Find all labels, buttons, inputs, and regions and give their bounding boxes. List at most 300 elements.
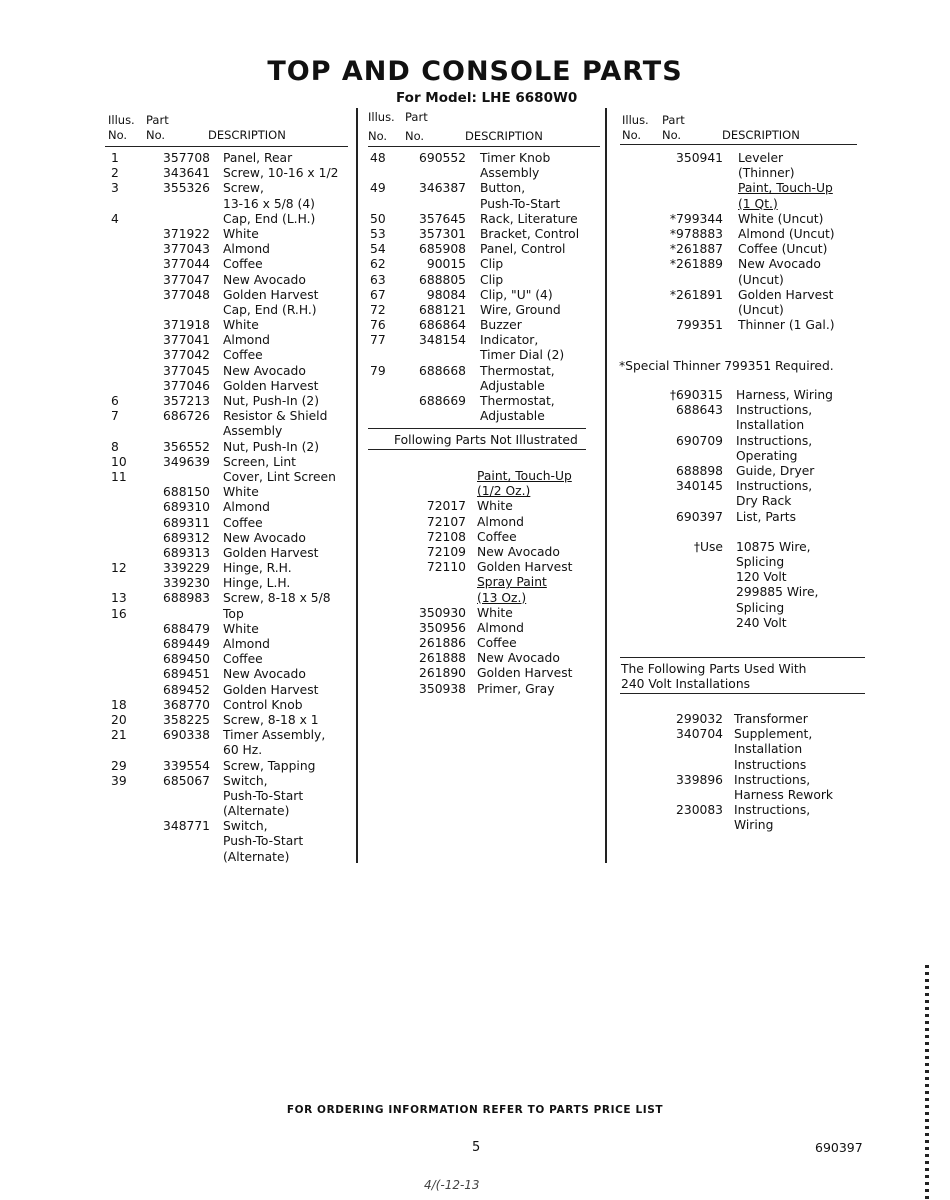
parts-list-column-3b	[620, 388, 860, 631]
parts-row	[368, 318, 603, 333]
illus-number: 18	[111, 697, 127, 712]
parts-row	[108, 303, 353, 318]
parts-row	[368, 560, 603, 575]
parts-row	[620, 601, 860, 616]
part-description: Thinner (1 Gal.)	[738, 318, 835, 333]
parts-row	[620, 712, 860, 727]
part-number: 689313	[163, 545, 210, 560]
part-description: Screw, 8-18 x 5/8	[223, 591, 331, 606]
part-number: 72110	[426, 560, 466, 575]
parts-row	[108, 424, 353, 439]
illus-number: 63	[370, 272, 386, 287]
part-description: New Avocado	[223, 272, 306, 287]
part-number: 339554	[163, 758, 210, 773]
header-rule	[368, 146, 600, 147]
part-description: Assembly	[223, 424, 283, 439]
header-description: DESCRIPTION	[208, 128, 286, 142]
part-number: 690552	[419, 151, 466, 165]
part-description: New Avocado	[223, 667, 306, 682]
parts-row	[620, 464, 860, 479]
parts-row	[620, 742, 860, 757]
illus-number: 72	[370, 302, 386, 317]
part-number: *261887	[669, 242, 723, 257]
illus-number: 77	[370, 333, 386, 348]
parts-row	[108, 637, 353, 652]
part-number: 377046	[163, 378, 210, 393]
part-description: Primer, Gray	[477, 681, 555, 696]
part-number: 689312	[163, 530, 210, 545]
parts-row	[368, 621, 603, 636]
document-number: 690397	[815, 1140, 863, 1155]
part-number: 368770	[163, 697, 210, 712]
part-description: (Alternate)	[223, 804, 290, 819]
parts-row	[620, 166, 860, 181]
part-description: (Alternate)	[223, 849, 290, 864]
part-description: 299885 Wire,	[736, 585, 819, 600]
part-number: *799344	[669, 211, 723, 226]
part-description: Adjustable	[480, 378, 545, 393]
handwritten-note: 4/(-12-13	[424, 1178, 480, 1192]
parts-row	[108, 531, 353, 546]
part-description: Resistor & Shield	[223, 409, 328, 424]
parts-row	[620, 479, 860, 494]
part-description: (Thinner)	[738, 166, 795, 181]
parts-row	[108, 257, 353, 272]
part-description: Coffee	[223, 348, 263, 363]
illus-number: 21	[111, 728, 127, 743]
parts-row	[620, 418, 860, 433]
illus-number: 67	[370, 287, 386, 302]
part-description: Guide, Dryer	[736, 463, 815, 478]
header-no: No.	[108, 128, 128, 142]
part-description: White	[223, 485, 259, 500]
parts-list-column-2	[368, 151, 603, 424]
parts-row	[620, 257, 860, 272]
illus-number: 50	[370, 211, 386, 226]
part-description: Spray Paint	[477, 575, 547, 590]
illus-number: 29	[111, 758, 127, 773]
part-number: 690397	[676, 509, 723, 524]
part-description: Thermostat,	[480, 394, 555, 408]
parts-row	[620, 151, 860, 166]
parts-row	[620, 227, 860, 242]
parts-row	[108, 667, 353, 682]
part-number: 230083	[676, 803, 723, 818]
part-description: Push-To-Start	[223, 788, 304, 803]
parts-row	[108, 485, 353, 500]
parts-row	[368, 227, 603, 242]
part-description: White (Uncut)	[738, 211, 824, 226]
part-number: 357213	[163, 394, 210, 408]
part-description: Golden Harvest	[223, 378, 319, 393]
part-description: Rack, Literature	[480, 211, 578, 226]
part-description: (Uncut)	[738, 302, 784, 317]
part-description: Button,	[480, 181, 526, 196]
parts-row	[368, 484, 603, 499]
part-description: Hinge, R.H.	[223, 561, 292, 576]
part-description: Golden Harvest	[477, 666, 573, 681]
parts-row	[108, 181, 353, 196]
part-number: †690315	[669, 388, 723, 402]
parts-row	[368, 530, 603, 545]
parts-row	[108, 212, 353, 227]
part-description: (1/2 Oz.)	[477, 484, 531, 499]
parts-row	[108, 227, 353, 242]
parts-row	[108, 743, 353, 758]
part-description: Screw, 8-18 x 1	[223, 712, 319, 727]
part-description: Harness, Wiring	[736, 388, 833, 402]
parts-row	[108, 394, 353, 409]
part-number: *261889	[669, 257, 723, 272]
header-no: No.	[368, 129, 388, 143]
part-number: 348771	[163, 819, 210, 834]
parts-row	[108, 576, 353, 591]
illus-number: 10	[111, 454, 127, 469]
parts-row	[368, 166, 603, 181]
part-description: Supplement,	[734, 727, 813, 742]
part-number: 688668	[419, 363, 466, 378]
part-number: 688898	[676, 463, 723, 478]
part-description: White	[223, 621, 259, 636]
part-description: Cover, Lint Screen	[223, 469, 336, 484]
part-number: 377045	[163, 363, 210, 378]
part-description: Golden Harvest	[223, 287, 319, 302]
part-number: 377041	[163, 333, 210, 348]
parts-row	[368, 303, 603, 318]
part-description: Nut, Push-In (2)	[223, 394, 320, 408]
part-number: 72108	[426, 529, 466, 544]
column-divider	[356, 108, 358, 863]
part-description: Coffee	[223, 515, 263, 530]
parts-row	[620, 273, 860, 288]
parts-row	[620, 318, 860, 333]
header-illus: Illus.	[622, 113, 649, 127]
part-number: 685067	[163, 773, 210, 788]
part-description: Screw, 10-16 x 1/2	[223, 166, 339, 181]
part-description: Switch,	[223, 819, 268, 834]
header-description: DESCRIPTION	[722, 128, 800, 142]
parts-row	[620, 758, 860, 773]
part-description: Dry Rack	[736, 494, 792, 509]
parts-row	[368, 212, 603, 227]
parts-row	[108, 713, 353, 728]
part-number: 689311	[163, 515, 210, 530]
parts-row	[108, 850, 353, 865]
part-description: Splicing	[736, 600, 785, 615]
part-number: 355326	[163, 181, 210, 196]
part-description: Push-To-Start	[480, 196, 561, 211]
illus-number: 48	[370, 151, 386, 165]
part-number: 371922	[163, 226, 210, 241]
section-heading-not-illustrated: Following Parts Not Illustrated	[394, 433, 578, 447]
parts-row	[620, 212, 860, 227]
part-number: 343641	[163, 166, 210, 181]
part-number: 346387	[419, 181, 466, 196]
parts-row	[108, 197, 353, 212]
parts-list-column-3c	[620, 712, 860, 834]
parts-row	[368, 682, 603, 697]
header-part: Part	[662, 113, 685, 127]
part-number: 377048	[163, 287, 210, 302]
part-description: Wiring	[734, 818, 774, 833]
parts-row	[368, 181, 603, 196]
part-description: Clip	[480, 257, 504, 272]
parts-row	[620, 197, 860, 212]
part-description: Paint, Touch-Up	[477, 469, 572, 483]
section-rule	[368, 428, 586, 429]
part-description: Golden Harvest	[223, 682, 319, 697]
part-number: 689449	[163, 637, 210, 651]
part-description: Hinge, L.H.	[223, 576, 291, 591]
parts-row	[108, 151, 353, 166]
section-rule	[620, 693, 865, 694]
parts-row	[368, 499, 603, 514]
part-number: 349639	[163, 454, 210, 469]
header-no: No.	[146, 128, 166, 142]
part-description: 60 Hz.	[223, 743, 263, 758]
part-description: Push-To-Start	[223, 834, 304, 849]
part-description: Bracket, Control	[480, 226, 580, 241]
part-description: Coffee (Uncut)	[738, 242, 828, 257]
part-number: †Use	[693, 539, 723, 554]
part-description: Timer Assembly,	[223, 728, 326, 743]
part-description: Splicing	[736, 555, 785, 570]
illus-number: 20	[111, 712, 127, 727]
part-number: 72109	[426, 544, 466, 559]
part-description: Transformer	[734, 712, 808, 726]
illus-number: 54	[370, 242, 386, 257]
part-description: Leveler	[738, 151, 784, 165]
part-description: New Avocado	[223, 363, 306, 378]
parts-row	[368, 364, 603, 379]
parts-row	[108, 683, 353, 698]
part-description: White	[223, 318, 259, 333]
part-description: Golden Harvest	[738, 287, 834, 302]
parts-row	[620, 803, 860, 818]
header-part: Part	[405, 110, 428, 124]
part-number: 350930	[419, 605, 466, 620]
parts-row	[620, 616, 860, 631]
part-description: Clip, "U" (4)	[480, 287, 553, 302]
part-number: 688669	[419, 394, 466, 408]
illus-number: 11	[111, 469, 127, 484]
part-description: Wire, Ground	[480, 302, 561, 317]
section-rule	[620, 657, 865, 658]
illus-number: 2	[111, 166, 119, 181]
part-description: Coffee	[223, 257, 263, 272]
part-description: Almond (Uncut)	[738, 226, 835, 241]
part-number: 685908	[419, 242, 466, 257]
parts-row	[108, 804, 353, 819]
parts-row	[620, 181, 860, 196]
part-description: Installation	[736, 418, 805, 433]
part-description: Installation	[734, 742, 803, 757]
parts-row	[108, 455, 353, 470]
part-number: 371918	[163, 318, 210, 333]
part-number: 357708	[163, 151, 210, 165]
part-number: 350938	[419, 681, 466, 696]
parts-row	[620, 585, 860, 600]
parts-list-column-2b	[368, 469, 603, 697]
parts-row	[108, 728, 353, 743]
part-number: 299032	[676, 712, 723, 726]
parts-row	[108, 546, 353, 561]
part-description: Coffee	[477, 529, 517, 544]
part-number: 339896	[676, 772, 723, 787]
parts-row	[620, 449, 860, 464]
part-number: 357301	[419, 226, 466, 241]
illus-number: 3	[111, 181, 119, 196]
part-number: 689451	[163, 667, 210, 682]
parts-row	[368, 636, 603, 651]
parts-row	[108, 622, 353, 637]
part-description: (13 Oz.)	[477, 590, 527, 605]
illus-number: 76	[370, 318, 386, 333]
part-description: White	[223, 226, 259, 241]
illus-number: 53	[370, 226, 386, 241]
part-description: Operating	[736, 448, 798, 463]
part-description: 120 Volt	[736, 570, 787, 585]
part-description: Coffee	[477, 636, 517, 651]
parts-row	[108, 440, 353, 455]
parts-row	[368, 257, 603, 272]
special-thinner-note: *Special Thinner 799351 Required.	[619, 359, 834, 373]
parts-row	[108, 318, 353, 333]
part-description: Indicator,	[480, 333, 539, 348]
part-number: 72107	[426, 514, 466, 529]
part-description: Almond	[223, 333, 270, 348]
parts-row	[368, 606, 603, 621]
parts-row	[368, 409, 603, 424]
parts-row	[620, 570, 860, 585]
part-number: 340145	[676, 479, 723, 494]
part-number: 377044	[163, 257, 210, 272]
parts-row	[108, 789, 353, 804]
parts-row	[108, 273, 353, 288]
part-number: 689450	[163, 652, 210, 667]
parts-row	[620, 288, 860, 303]
part-description: Screw, Tapping	[223, 758, 316, 773]
part-description: Timer Knob	[480, 151, 551, 165]
illus-number: 16	[111, 606, 127, 621]
part-number: 688479	[163, 621, 210, 636]
part-number: 98084	[426, 287, 466, 302]
parts-row	[108, 591, 353, 606]
part-description: List, Parts	[736, 509, 796, 524]
part-description: Clip	[480, 272, 504, 287]
header-no: No.	[622, 128, 642, 142]
part-description: Coffee	[223, 652, 263, 667]
page-number: 5	[472, 1140, 481, 1155]
illus-number: 6	[111, 394, 119, 408]
part-description: Switch,	[223, 773, 268, 788]
parts-row	[108, 379, 353, 394]
parts-row	[368, 288, 603, 303]
parts-row	[620, 525, 860, 540]
parts-row	[108, 516, 353, 531]
part-description: Almond	[477, 514, 524, 529]
part-number: *261891	[669, 287, 723, 302]
model-subtitle: For Model: LHE 6680W0	[396, 90, 578, 106]
part-description: Golden Harvest	[477, 560, 573, 575]
parts-row	[368, 591, 603, 606]
part-description: Paint, Touch-Up	[738, 181, 833, 196]
parts-row	[108, 698, 353, 713]
part-number: 261890	[419, 666, 466, 681]
part-description: Almond	[223, 637, 270, 651]
part-number: 686864	[419, 318, 466, 333]
part-number: 348154	[419, 333, 466, 348]
part-number: 377042	[163, 348, 210, 363]
parts-row	[108, 333, 353, 348]
header-no: No.	[662, 128, 682, 142]
part-description: Instructions	[734, 757, 807, 772]
part-number: 686726	[163, 409, 210, 424]
parts-row	[620, 303, 860, 318]
parts-row	[368, 545, 603, 560]
part-number: 357645	[419, 211, 466, 226]
part-description: Instructions,	[734, 803, 811, 818]
part-number: 358225	[163, 712, 210, 727]
column-divider	[605, 108, 607, 863]
part-description: Top	[223, 606, 244, 621]
part-description: New Avocado	[738, 257, 821, 272]
part-number: 690338	[163, 728, 210, 743]
part-description: Instructions,	[736, 479, 813, 494]
part-number: 799351	[676, 318, 723, 333]
parts-row	[368, 348, 603, 363]
parts-row	[620, 773, 860, 788]
part-number: 72017	[426, 499, 466, 514]
parts-row	[368, 242, 603, 257]
part-number: 688805	[419, 272, 466, 287]
part-description: Instructions,	[734, 772, 811, 787]
part-number: *978883	[669, 226, 723, 241]
part-number: 688983	[163, 591, 210, 606]
illus-number: 13	[111, 591, 127, 606]
parts-row	[368, 469, 603, 484]
part-description: Golden Harvest	[223, 545, 319, 560]
parts-row	[368, 575, 603, 590]
parts-row	[620, 434, 860, 449]
parts-row	[368, 666, 603, 681]
part-description: Cap, End (R.H.)	[223, 302, 317, 317]
part-number: 261888	[419, 651, 466, 666]
illus-number: 4	[111, 211, 119, 226]
parts-row	[620, 555, 860, 570]
header-rule	[620, 144, 857, 145]
parts-row	[368, 515, 603, 530]
part-number: 688643	[676, 403, 723, 418]
parts-row	[108, 242, 353, 257]
part-description: Panel, Rear	[223, 151, 293, 165]
parts-list-column-3	[620, 151, 860, 333]
parts-row	[108, 834, 353, 849]
header-illus: Illus.	[368, 110, 395, 124]
part-description: (1 Qt.)	[738, 196, 778, 211]
part-number: 377047	[163, 272, 210, 287]
header-no: No.	[405, 129, 425, 143]
part-number: 339229	[163, 561, 210, 576]
part-description: Almond	[223, 242, 270, 257]
scan-edge-artifact	[925, 965, 929, 1200]
parts-row	[108, 166, 353, 181]
header-description: DESCRIPTION	[465, 129, 543, 143]
section-heading-240v-line2: 240 Volt Installations	[621, 677, 751, 691]
part-description: Harness Rework	[734, 787, 834, 802]
parts-row	[108, 348, 353, 363]
part-number: 261886	[419, 636, 466, 651]
